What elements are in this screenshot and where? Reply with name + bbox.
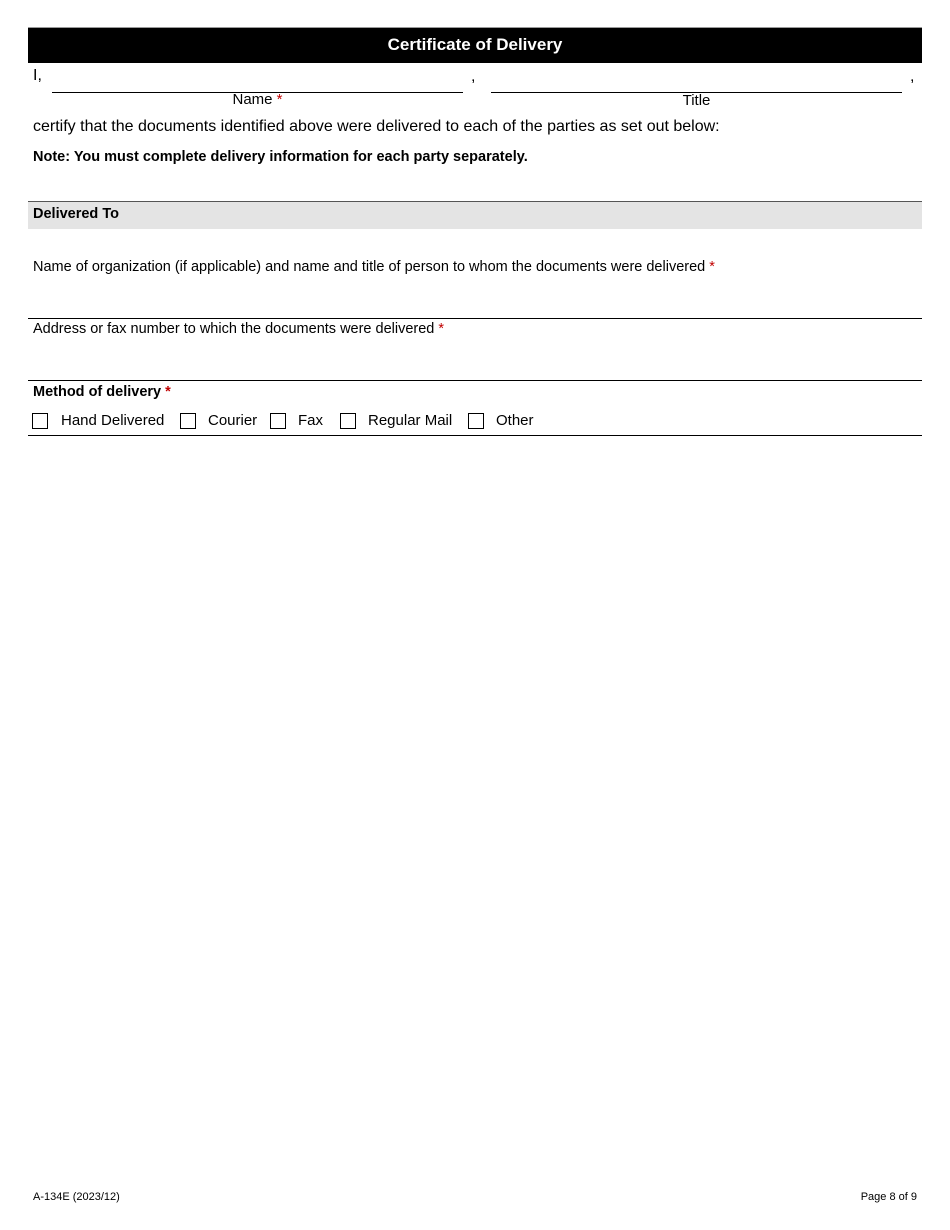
hand-delivered-checkbox[interactable] — [32, 413, 48, 429]
method-label — [33, 384, 171, 400]
separator-comma: , — [471, 68, 476, 85]
section-header — [28, 27, 922, 63]
title-caption — [491, 92, 902, 109]
org-label-text: Name of organization (if applicable) and name and title of person to whom the documents were delivered — [33, 259, 706, 275]
separator-comma: , — [910, 68, 915, 85]
courier-checkbox[interactable] — [180, 413, 196, 429]
courier-label: Courier — [208, 412, 258, 429]
divider — [28, 318, 922, 319]
address-input[interactable] — [28, 342, 922, 380]
divider — [28, 380, 922, 381]
prefix-text: I, — [33, 67, 42, 84]
section-title: Certificate of Delivery — [387, 35, 563, 54]
divider — [28, 435, 922, 436]
delivered-to-heading: Delivered To — [33, 206, 119, 222]
regular-mail-checkbox[interactable] — [340, 413, 356, 429]
name-label: Name — [232, 91, 273, 108]
fax-checkbox[interactable] — [270, 413, 286, 429]
required-asterisk: * — [709, 259, 715, 275]
required-asterisk: * — [276, 91, 283, 108]
address-field-label — [33, 321, 444, 337]
certify-statement: certify that the documents identified above were delivered to each of the parties as set out below: — [33, 118, 720, 135]
page-number: Page 8 of 9 — [860, 1191, 917, 1203]
required-asterisk: * — [438, 321, 445, 337]
other-checkbox[interactable] — [468, 413, 484, 429]
method-label-text: Method of delivery — [33, 384, 162, 400]
address-label-text: Address or fax number to which the documents were delivered — [33, 321, 435, 337]
form-code: A-134E (2023/12) — [33, 1191, 120, 1203]
title-label: Title — [682, 92, 711, 109]
name-caption — [52, 91, 463, 108]
hand-delivered-label: Hand Delivered — [61, 412, 165, 429]
org-field-label — [33, 259, 715, 275]
fax-label: Fax — [298, 412, 324, 429]
delivered-to-header — [28, 201, 922, 229]
note-text: Note: You must complete delivery information for each party separately. — [33, 149, 528, 165]
other-label: Other — [496, 412, 534, 429]
required-asterisk: * — [165, 384, 171, 400]
regular-mail-label: Regular Mail — [368, 412, 453, 429]
org-input[interactable] — [28, 280, 922, 318]
